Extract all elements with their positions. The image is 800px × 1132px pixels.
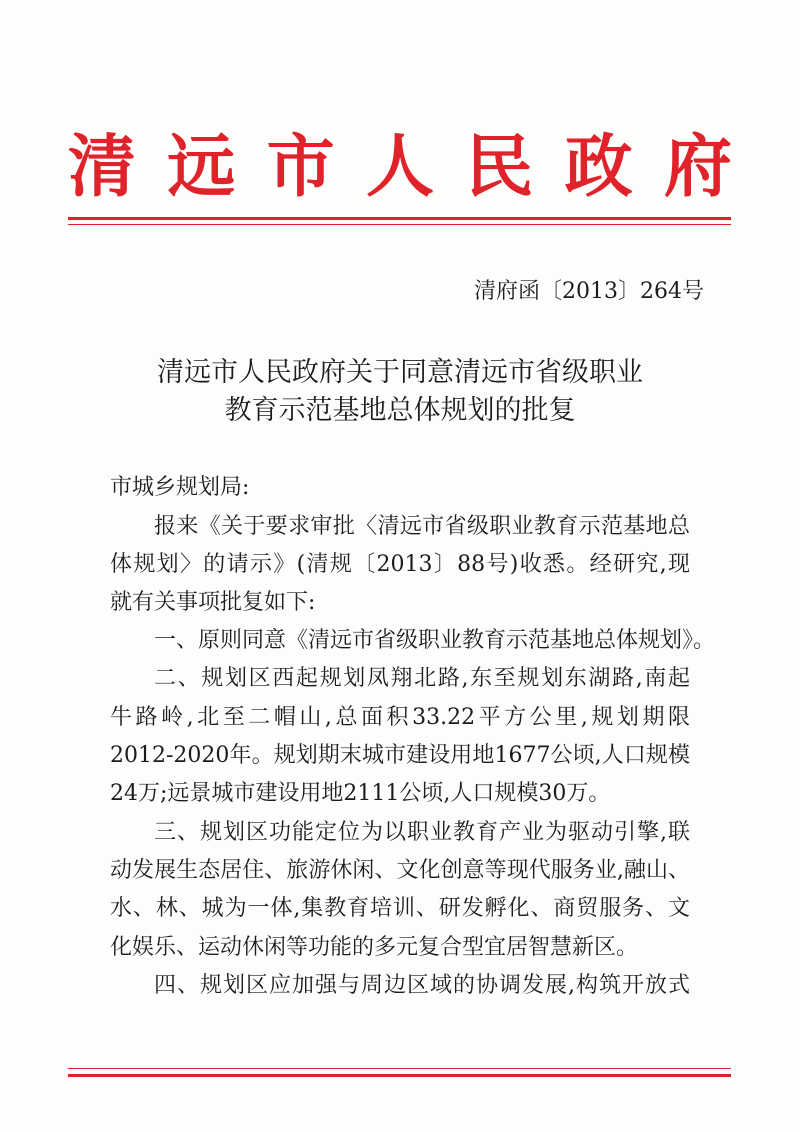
header-char: 清: [68, 128, 137, 207]
body-line: 水、林、城为一体,集教育培训、研发孵化、商贸服务、文: [110, 896, 690, 921]
body-line: 报来《关于要求审批〈清远市省级职业教育示范基地总: [154, 514, 690, 539]
header-char: 府: [663, 128, 732, 207]
body-line: 四、规划区应加强与周边区域的协调发展,构筑开放式: [154, 973, 690, 998]
header-divider-thin: [68, 224, 731, 225]
body-line: 24万;远景城市建设用地2111公顷,人口规模30万。: [110, 781, 611, 806]
body-line: 2012-2020年。规划期末城市建设用地1677公顷,人口规模: [110, 743, 690, 768]
addressee: 市城乡规划局:: [110, 475, 250, 500]
footer-divider-thin: [68, 1068, 731, 1069]
issuing-authority-header: [68, 128, 732, 208]
body-line: 二、规划区西起规划凤翔北路,东至规划东湖路,南起: [154, 666, 690, 691]
document-title-line-1: 清远市人民政府关于同意清远市省级职业: [157, 357, 643, 388]
header-char: 远: [167, 128, 236, 207]
footer-divider-thick: [68, 1074, 731, 1077]
header-char: 政: [564, 128, 633, 207]
body-line: 化娱乐、运动休闲等功能的多元复合型宜居智慧新区。: [110, 935, 639, 960]
body-line: 三、规划区功能定位为以职业教育产业为驱动引擎,联: [154, 820, 690, 845]
header-divider-thick: [68, 217, 731, 220]
body-line: 动发展生态居住、旅游休闲、文化创意等现代服务业,融山、: [110, 858, 690, 883]
body-line: 牛路岭,北至二帽山,总面积33.22平方公里,规划期限: [110, 705, 690, 730]
header-char: 民: [465, 128, 534, 207]
document-title-line-2: 教育示范基地总体规划的批复: [224, 395, 576, 426]
document-number: 清府函〔2013〕264号: [474, 279, 704, 304]
body-line: 一、原则同意《清远市省级职业教育示范基地总体规划》。: [154, 628, 716, 653]
header-char: 人: [365, 128, 434, 207]
body-line: 体规划〉的请示》(清规〔2013〕88号)收悉。经研究,现: [110, 552, 690, 577]
header-char: 市: [266, 128, 335, 207]
body-line: 就有关事项批复如下:: [110, 590, 316, 615]
